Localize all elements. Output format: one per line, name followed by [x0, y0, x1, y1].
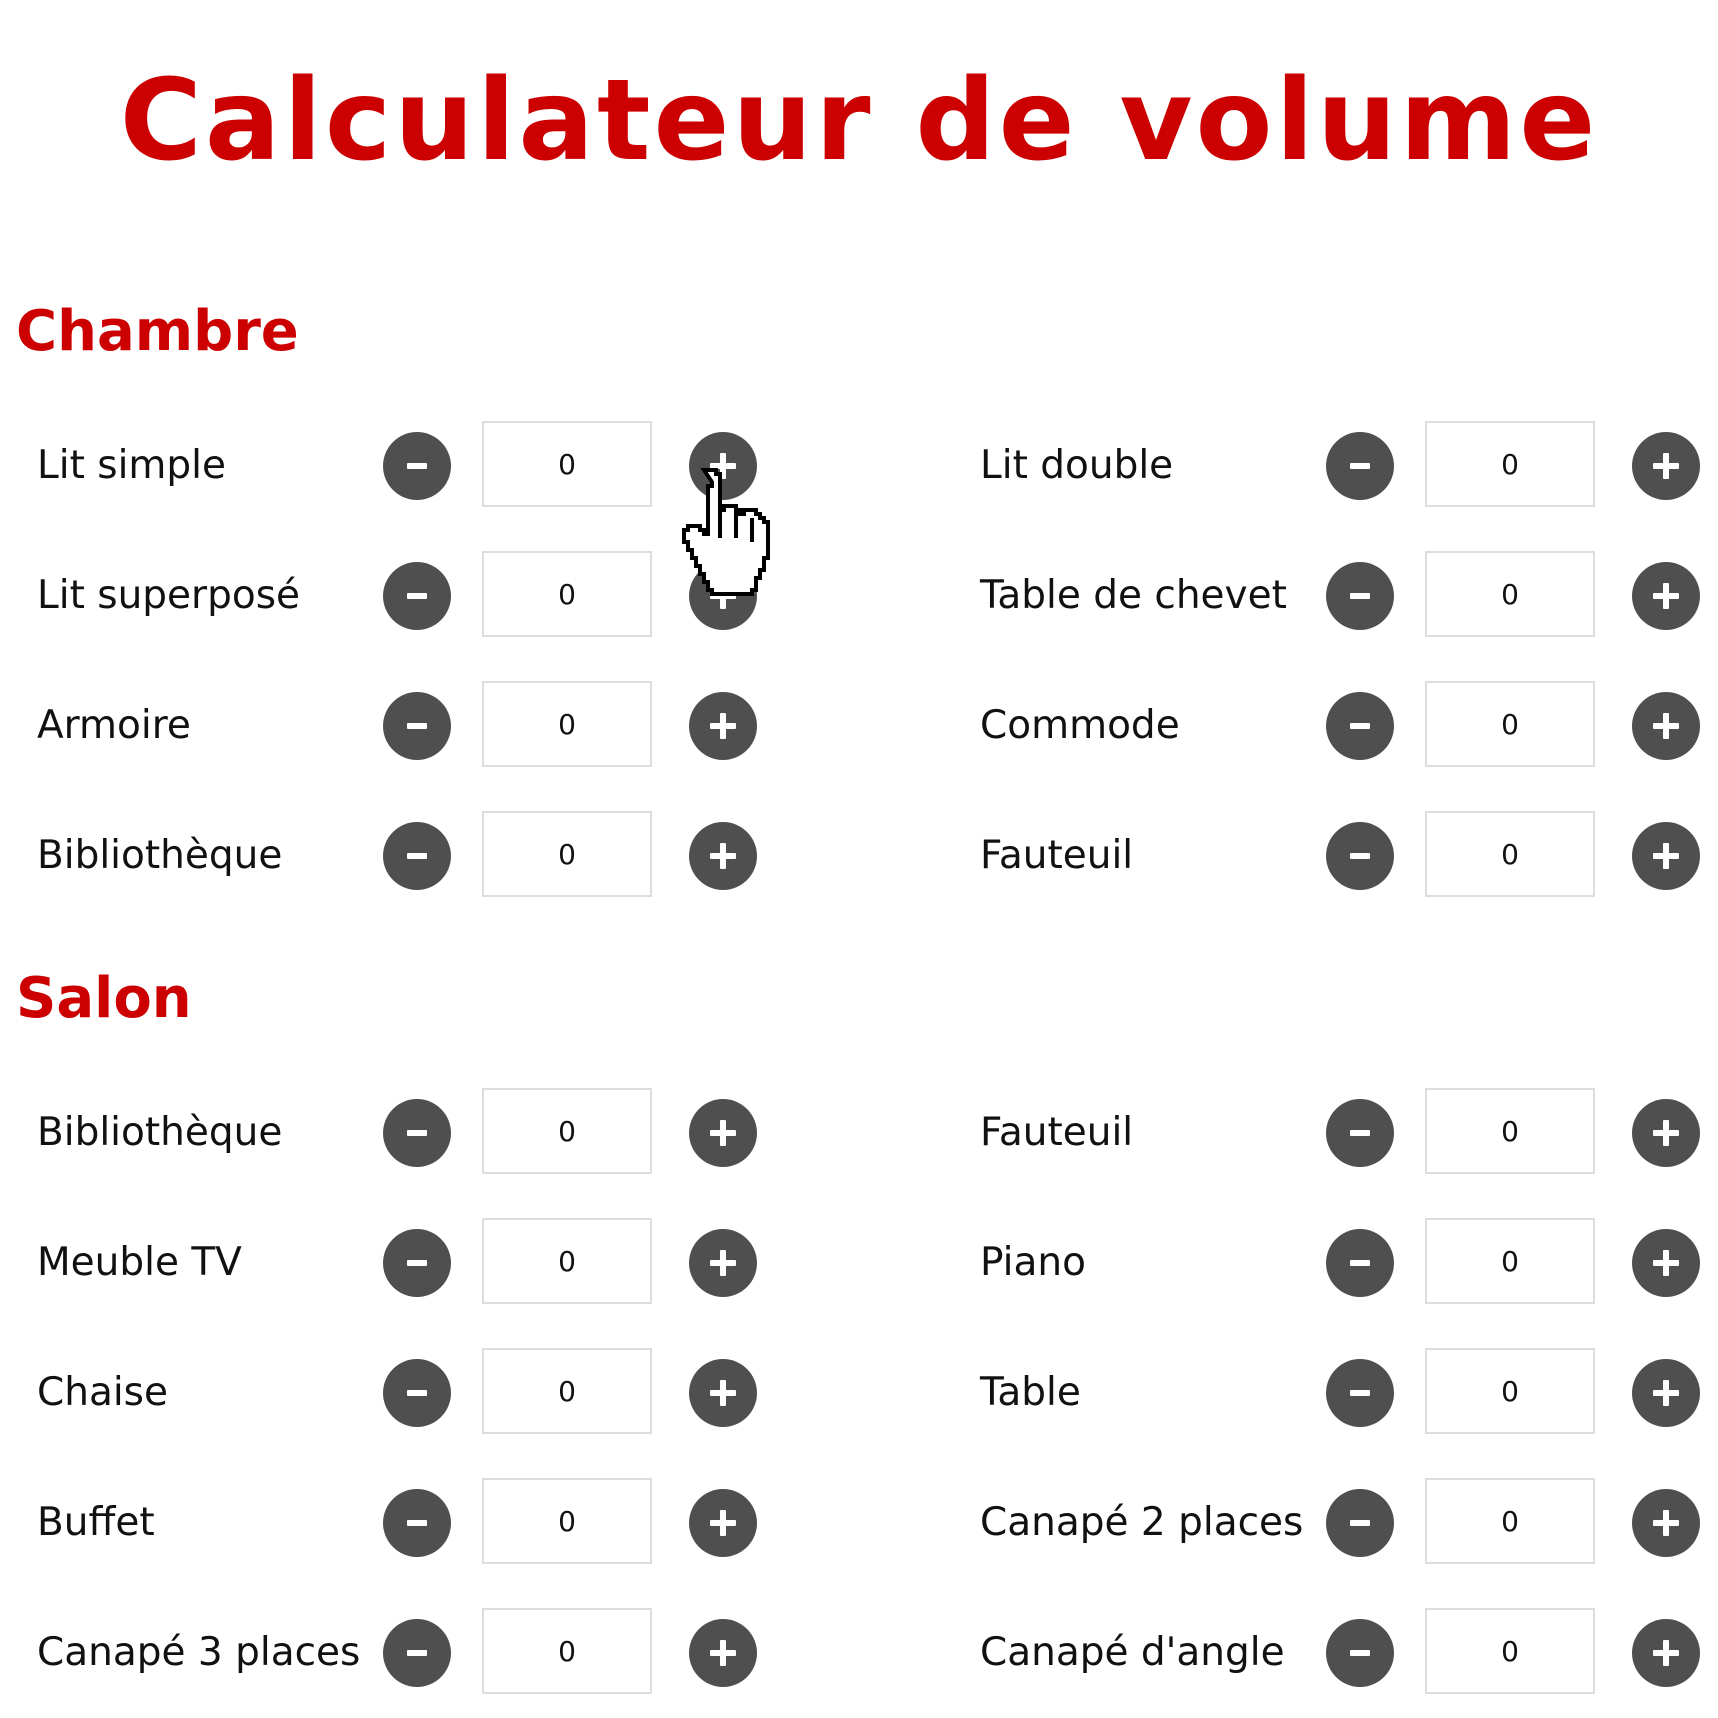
chambre-lit-double-row — [960, 421, 1718, 511]
chambre-lit-simple-plus-button[interactable] — [689, 432, 757, 500]
salon-table-quantity-input[interactable] — [1425, 1348, 1595, 1434]
chambre-bibliotheque-label: Bibliothèque — [37, 833, 283, 878]
chambre-bibliotheque-minus-button[interactable] — [383, 822, 451, 890]
chambre-lit-double-quantity-input[interactable] — [1425, 421, 1595, 507]
plus-icon-vertical — [720, 583, 726, 609]
plus-icon-vertical — [720, 1380, 726, 1406]
salon-table-label: Table — [980, 1370, 1081, 1415]
plus-icon-vertical — [720, 713, 726, 739]
salon-buffet-label: Buffet — [37, 1500, 155, 1545]
salon-fauteuil-label: Fauteuil — [980, 1110, 1134, 1155]
chambre-lit-simple-quantity-input[interactable] — [482, 421, 652, 507]
minus-icon — [407, 853, 427, 859]
salon-fauteuil-plus-button[interactable] — [1632, 1099, 1700, 1167]
salon-canape-d-angle-plus-button[interactable] — [1632, 1619, 1700, 1687]
salon-meuble-tv-plus-button[interactable] — [689, 1229, 757, 1297]
salon-piano-quantity-input[interactable] — [1425, 1218, 1595, 1304]
chambre-table-de-chevet-row — [960, 551, 1718, 641]
minus-icon — [1350, 723, 1370, 729]
salon-buffet-minus-button[interactable] — [383, 1489, 451, 1557]
chambre-fauteuil-quantity-input[interactable] — [1425, 811, 1595, 897]
chambre-bibliotheque-quantity-input[interactable] — [482, 811, 652, 897]
salon-meuble-tv-row — [17, 1218, 817, 1308]
minus-icon — [1350, 593, 1370, 599]
plus-icon-vertical — [1663, 1250, 1669, 1276]
chambre-armoire-plus-button[interactable] — [689, 692, 757, 760]
chambre-lit-superpose-label: Lit superposé — [37, 573, 301, 618]
chambre-table-de-chevet-quantity-input[interactable] — [1425, 551, 1595, 637]
salon-piano-row — [960, 1218, 1718, 1308]
minus-icon — [407, 1260, 427, 1266]
salon-chaise-quantity-input[interactable] — [482, 1348, 652, 1434]
plus-icon-vertical — [1663, 1510, 1669, 1536]
salon-canape-3-places-row — [17, 1608, 817, 1698]
chambre-lit-superpose-row — [17, 551, 817, 641]
salon-chaise-minus-button[interactable] — [383, 1359, 451, 1427]
salon-table-row — [960, 1348, 1718, 1438]
chambre-armoire-minus-button[interactable] — [383, 692, 451, 760]
salon-meuble-tv-minus-button[interactable] — [383, 1229, 451, 1297]
salon-bibliotheque-plus-button[interactable] — [689, 1099, 757, 1167]
page-title: Calculateur de volume — [119, 56, 1599, 186]
chambre-lit-superpose-minus-button[interactable] — [383, 562, 451, 630]
plus-icon-vertical — [720, 1250, 726, 1276]
salon-canape-2-places-row — [960, 1478, 1718, 1568]
minus-icon — [407, 1650, 427, 1656]
salon-canape-3-places-minus-button[interactable] — [383, 1619, 451, 1687]
chambre-table-de-chevet-label: Table de chevet — [980, 573, 1287, 618]
chambre-lit-double-plus-button[interactable] — [1632, 432, 1700, 500]
salon-piano-plus-button[interactable] — [1632, 1229, 1700, 1297]
salon-canape-3-places-plus-button[interactable] — [689, 1619, 757, 1687]
chambre-commode-minus-button[interactable] — [1326, 692, 1394, 760]
minus-icon — [1350, 1650, 1370, 1656]
chambre-lit-superpose-quantity-input[interactable] — [482, 551, 652, 637]
salon-meuble-tv-quantity-input[interactable] — [482, 1218, 652, 1304]
plus-icon-vertical — [1663, 843, 1669, 869]
chambre-commode-plus-button[interactable] — [1632, 692, 1700, 760]
salon-canape-2-places-label: Canapé 2 places — [980, 1500, 1304, 1545]
chambre-commode-row — [960, 681, 1718, 771]
plus-icon-vertical — [720, 453, 726, 479]
minus-icon — [407, 1130, 427, 1136]
salon-canape-d-angle-minus-button[interactable] — [1326, 1619, 1394, 1687]
chambre-fauteuil-minus-button[interactable] — [1326, 822, 1394, 890]
salon-canape-2-places-quantity-input[interactable] — [1425, 1478, 1595, 1564]
salon-canape-2-places-plus-button[interactable] — [1632, 1489, 1700, 1557]
chambre-armoire-label: Armoire — [37, 703, 191, 748]
minus-icon — [407, 593, 427, 599]
minus-icon — [1350, 463, 1370, 469]
salon-bibliotheque-row — [17, 1088, 817, 1178]
section-title-salon: Salon — [16, 966, 192, 1031]
chambre-commode-quantity-input[interactable] — [1425, 681, 1595, 767]
plus-icon-vertical — [1663, 1380, 1669, 1406]
salon-bibliotheque-label: Bibliothèque — [37, 1110, 283, 1155]
plus-icon-vertical — [1663, 713, 1669, 739]
salon-chaise-label: Chaise — [37, 1370, 168, 1415]
plus-icon-vertical — [1663, 583, 1669, 609]
salon-buffet-row — [17, 1478, 817, 1568]
chambre-fauteuil-plus-button[interactable] — [1632, 822, 1700, 890]
plus-icon-vertical — [1663, 1640, 1669, 1666]
salon-canape-2-places-minus-button[interactable] — [1326, 1489, 1394, 1557]
salon-canape-3-places-quantity-input[interactable] — [482, 1608, 652, 1694]
minus-icon — [1350, 1260, 1370, 1266]
salon-bibliotheque-minus-button[interactable] — [383, 1099, 451, 1167]
minus-icon — [407, 1390, 427, 1396]
chambre-lit-simple-label: Lit simple — [37, 443, 226, 488]
salon-meuble-tv-label: Meuble TV — [37, 1240, 242, 1285]
salon-canape-d-angle-quantity-input[interactable] — [1425, 1608, 1595, 1694]
chambre-bibliotheque-plus-button[interactable] — [689, 822, 757, 890]
minus-icon — [407, 723, 427, 729]
salon-piano-minus-button[interactable] — [1326, 1229, 1394, 1297]
chambre-lit-simple-minus-button[interactable] — [383, 432, 451, 500]
minus-icon — [1350, 1130, 1370, 1136]
salon-chaise-plus-button[interactable] — [689, 1359, 757, 1427]
chambre-armoire-quantity-input[interactable] — [482, 681, 652, 767]
chambre-lit-simple-row — [17, 421, 817, 511]
plus-icon-vertical — [720, 1510, 726, 1536]
plus-icon-vertical — [1663, 453, 1669, 479]
chambre-fauteuil-label: Fauteuil — [980, 833, 1134, 878]
minus-icon — [1350, 853, 1370, 859]
salon-canape-3-places-label: Canapé 3 places — [37, 1630, 361, 1675]
salon-canape-d-angle-label: Canapé d'angle — [980, 1630, 1285, 1675]
plus-icon-vertical — [720, 843, 726, 869]
chambre-commode-label: Commode — [980, 703, 1180, 748]
salon-fauteuil-row — [960, 1088, 1718, 1178]
chambre-table-de-chevet-minus-button[interactable] — [1326, 562, 1394, 630]
salon-piano-label: Piano — [980, 1240, 1086, 1285]
salon-buffet-quantity-input[interactable] — [482, 1478, 652, 1564]
chambre-fauteuil-row — [960, 811, 1718, 901]
plus-icon-vertical — [720, 1120, 726, 1146]
plus-icon-vertical — [1663, 1120, 1669, 1146]
salon-fauteuil-quantity-input[interactable] — [1425, 1088, 1595, 1174]
chambre-lit-superpose-plus-button[interactable] — [689, 562, 757, 630]
chambre-table-de-chevet-plus-button[interactable] — [1632, 562, 1700, 630]
chambre-lit-double-label: Lit double — [980, 443, 1174, 488]
minus-icon — [407, 463, 427, 469]
salon-chaise-row — [17, 1348, 817, 1438]
plus-icon-vertical — [720, 1640, 726, 1666]
chambre-bibliotheque-row — [17, 811, 817, 901]
section-title-chambre: Chambre — [16, 299, 299, 364]
minus-icon — [407, 1520, 427, 1526]
minus-icon — [1350, 1390, 1370, 1396]
minus-icon — [1350, 1520, 1370, 1526]
chambre-lit-double-minus-button[interactable] — [1326, 432, 1394, 500]
salon-fauteuil-minus-button[interactable] — [1326, 1099, 1394, 1167]
salon-buffet-plus-button[interactable] — [689, 1489, 757, 1557]
salon-bibliotheque-quantity-input[interactable] — [482, 1088, 652, 1174]
salon-canape-d-angle-row — [960, 1608, 1718, 1698]
salon-table-plus-button[interactable] — [1632, 1359, 1700, 1427]
salon-table-minus-button[interactable] — [1326, 1359, 1394, 1427]
chambre-armoire-row — [17, 681, 817, 771]
